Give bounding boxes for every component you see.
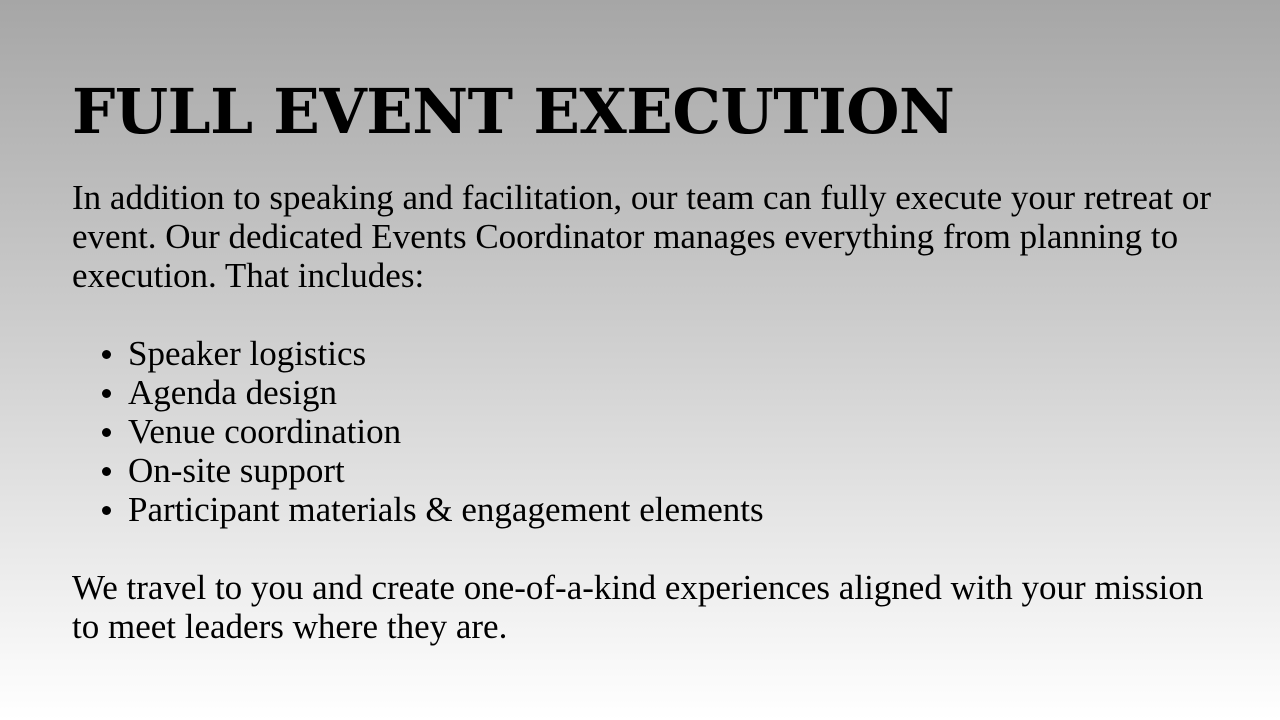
slide-content — [72, 72, 1222, 646]
list-item — [72, 334, 1222, 373]
bullet-icon — [102, 428, 111, 437]
slide-title: FULL EVENT EXECUTION — [72, 75, 955, 148]
bullet-icon — [102, 506, 111, 515]
list-item — [72, 451, 1222, 490]
list-item-label: Agenda design — [128, 373, 337, 412]
bullet-icon — [102, 389, 111, 398]
services-list — [72, 334, 1222, 529]
list-item-label: Participant materials & engagement elements — [128, 490, 764, 529]
list-item-label: Speaker logistics — [128, 334, 367, 373]
list-item — [72, 373, 1222, 412]
list-item-label: Venue coordination — [128, 412, 402, 451]
bullet-icon — [102, 350, 111, 359]
list-item — [72, 412, 1222, 451]
bullet-icon — [102, 467, 111, 476]
closing-paragraph: We travel to you and create one-of-a-kind experiences aligned with your mission to meet leaders where they are. — [72, 568, 1204, 646]
list-item-label: On-site support — [128, 451, 345, 490]
intro-paragraph: In addition to speaking and facilitation, our team can fully execute your retreat or event. Our dedicated Events Coordinator manages everything from planning to execution. That includes: — [72, 178, 1212, 295]
list-item — [72, 490, 1222, 529]
